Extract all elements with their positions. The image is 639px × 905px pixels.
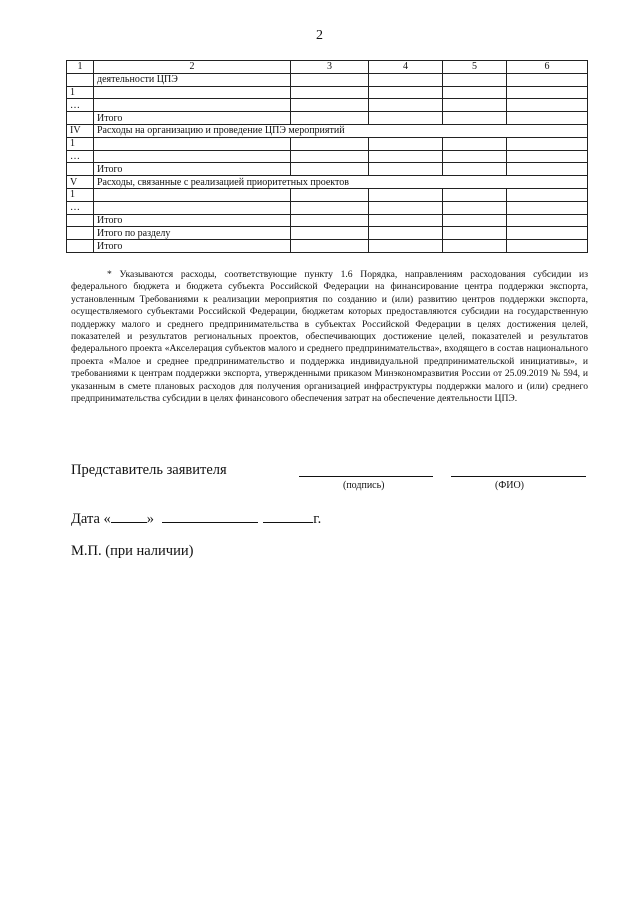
day-blank [111, 510, 147, 523]
value-cell [443, 201, 507, 214]
column-header: 5 [443, 61, 507, 74]
signature-caption: (подпись) [343, 480, 385, 491]
value-cell [369, 227, 443, 240]
value-cell [369, 112, 443, 125]
row-number-cell [67, 73, 94, 86]
value-cell [507, 201, 588, 214]
row-number-cell: … [67, 99, 94, 112]
value-cell [443, 73, 507, 86]
row-title-cell [94, 99, 291, 112]
value-cell [507, 227, 588, 240]
row-title-cell: Итого [94, 163, 291, 176]
date-close-quote: » [146, 511, 155, 527]
row-title-cell: Итого [94, 112, 291, 125]
value-cell [443, 137, 507, 150]
table-row [67, 201, 588, 214]
table-row [67, 214, 588, 227]
page-number: 2 [316, 28, 323, 43]
table-row [67, 99, 588, 112]
row-title-cell [94, 201, 291, 214]
signature-label: Представитель заявителя [71, 462, 227, 478]
row-number-cell: V [67, 176, 94, 189]
value-cell [291, 150, 369, 163]
row-title-cell: деятельности ЦПЭ [94, 73, 291, 86]
row-title-cell: Итого [94, 214, 291, 227]
row-title-cell [94, 188, 291, 201]
row-number-cell: IV [67, 124, 94, 137]
value-cell [369, 73, 443, 86]
row-title-cell: Итого [94, 240, 291, 253]
value-cell [443, 227, 507, 240]
value-cell [443, 112, 507, 125]
table-row [67, 150, 588, 163]
budget-table [66, 60, 588, 253]
row-number-cell [67, 163, 94, 176]
row-title-cell [94, 86, 291, 99]
table-row [67, 73, 588, 86]
row-number-cell [67, 227, 94, 240]
value-cell [443, 150, 507, 163]
value-cell [369, 86, 443, 99]
value-cell [507, 188, 588, 201]
table-header-row [67, 61, 588, 74]
value-cell [443, 214, 507, 227]
value-cell [369, 137, 443, 150]
value-cell [291, 163, 369, 176]
year-blank [263, 510, 313, 523]
value-cell [443, 86, 507, 99]
column-header: 6 [507, 61, 588, 74]
table-row [67, 86, 588, 99]
name-line [451, 476, 586, 477]
value-cell [443, 99, 507, 112]
table-row [67, 137, 588, 150]
month-blank [162, 510, 258, 523]
row-title-cell: Расходы, связанные с реализацией приоритетных проектов [94, 176, 588, 189]
value-cell [507, 99, 588, 112]
date-row [71, 510, 321, 528]
row-number-cell [67, 112, 94, 125]
value-cell [369, 188, 443, 201]
table-row [67, 112, 588, 125]
row-number-cell: … [67, 201, 94, 214]
value-cell [291, 73, 369, 86]
name-caption: (ФИО) [495, 480, 525, 491]
value-cell [291, 86, 369, 99]
value-cell [507, 86, 588, 99]
row-number-cell: 1 [67, 137, 94, 150]
table-row [67, 176, 588, 189]
value-cell [443, 188, 507, 201]
value-cell [291, 188, 369, 201]
year-suffix: г. [313, 511, 322, 527]
value-cell [443, 240, 507, 253]
value-cell [369, 150, 443, 163]
row-number-cell: 1 [67, 86, 94, 99]
column-header: 3 [291, 61, 369, 74]
column-header: 4 [369, 61, 443, 74]
value-cell [369, 163, 443, 176]
column-header: 2 [94, 61, 291, 74]
row-number-cell: … [67, 150, 94, 163]
value-cell [369, 214, 443, 227]
signature-line [299, 476, 433, 477]
value-cell [291, 112, 369, 125]
row-number-cell: 1 [67, 188, 94, 201]
footnote: * Указываются расходы, соответствующие пункту 1.6 Порядка, направлениям расходования субсидии из федерального бюджета и бюджета субъекта Российской Федерации на финансирование центра поддержки экспорта, установленным Требованиями к реализации мероприятия по созданию и (или) развитию центров поддержки экспорта, осуществляемого субъектами Российской Федерации, бюджетам которых предоставляются субсидии на государственную поддержку малого и среднего предпринимательства в субъектах Российской Федерации в целях достижения целей, показателей и результатов региональных проектов, обеспечивающих достижение целей, показателей и результатов федерального проекта «Акселерация субъектов малого и среднего предпринимательства», входящего в состав национального проекта «Малое и среднее предпринимательство и поддержка индивидуальной предпринимательской инициативы», и требованиями к центрам поддержки экспорта, утвержденными приказом Минэкономразвития России от 25.09.2019 № 594, и указанным в смете плановых расходов для получения организацией инфраструктуры поддержки малого и (или) среднего предпринимательства субсидии в целях финансового обеспечения затрат на обеспечение деятельности ЦПЭ. [71, 269, 588, 405]
value-cell [369, 201, 443, 214]
table-row [67, 227, 588, 240]
row-title-cell: Расходы на организацию и проведение ЦПЭ мероприятий [94, 124, 588, 137]
value-cell [507, 73, 588, 86]
table-row [67, 163, 588, 176]
value-cell [507, 163, 588, 176]
date-prefix: Дата « [71, 511, 111, 527]
value-cell [291, 227, 369, 240]
value-cell [507, 150, 588, 163]
table-row [67, 240, 588, 253]
value-cell [507, 214, 588, 227]
row-title-cell [94, 150, 291, 163]
value-cell [291, 214, 369, 227]
value-cell [291, 201, 369, 214]
value-cell [291, 240, 369, 253]
row-title-cell [94, 137, 291, 150]
value-cell [443, 163, 507, 176]
value-cell [507, 112, 588, 125]
row-number-cell [67, 240, 94, 253]
table-row [67, 124, 588, 137]
row-number-cell [67, 214, 94, 227]
stamp-label: М.П. (при наличии) [71, 543, 194, 559]
column-header: 1 [67, 61, 94, 74]
row-title-cell: Итого по разделу [94, 227, 291, 240]
value-cell [507, 240, 588, 253]
value-cell [291, 137, 369, 150]
table-row [67, 188, 588, 201]
value-cell [369, 99, 443, 112]
value-cell [369, 240, 443, 253]
value-cell [507, 137, 588, 150]
value-cell [291, 99, 369, 112]
